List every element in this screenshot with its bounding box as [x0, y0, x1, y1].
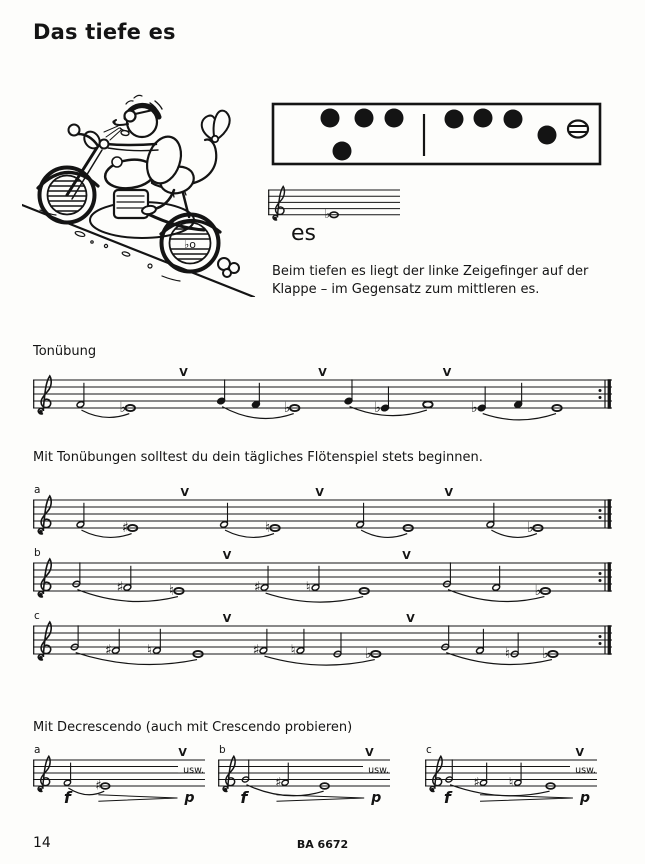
accidental-natural: ♮	[265, 519, 271, 536]
forte-mark: f	[443, 788, 451, 807]
decrescendo-hairpin	[480, 795, 573, 801]
accidental-natural: ♮	[508, 775, 514, 791]
fingering-caption: Beim tiefen es liegt der linke Zeigefinger auf der Klappe – im Gegensatz zum mittleren es.	[272, 264, 589, 298]
decrescendo-hairpin	[276, 795, 364, 801]
repeat-dot	[599, 642, 602, 645]
right-pinky-key	[538, 126, 557, 145]
slur	[361, 530, 407, 537]
staff-dynamics-c	[425, 742, 597, 824]
breath-mark: V	[402, 549, 411, 562]
accidental-sharp: ♯	[121, 519, 129, 536]
accidental-natural: ♮	[504, 645, 510, 662]
accidental-flat: ♭	[374, 399, 381, 416]
accidental-sharp: ♯	[252, 642, 260, 659]
plate-number: BA 6672	[296, 838, 349, 851]
accidental-flat: ♭	[534, 582, 542, 599]
thick-barline	[608, 379, 611, 409]
staff-letter-label: c	[426, 744, 432, 756]
staff-letter-label: b	[219, 744, 226, 756]
repeat-dot	[599, 516, 602, 519]
staff-letter-label: c	[34, 610, 40, 622]
staff-dynamics-b	[218, 742, 390, 824]
staff-letter-label: b	[34, 547, 41, 559]
exhaust-puff	[218, 258, 239, 277]
breath-mark: V	[180, 486, 189, 499]
staff-es-example	[268, 176, 400, 234]
accidental-sharp: ♯	[473, 775, 480, 791]
section-label-tonuebung: Tonübung	[33, 344, 97, 359]
repeat-dot	[599, 579, 602, 582]
accidental-sharp: ♯	[95, 778, 102, 794]
breath-mark: V	[406, 612, 415, 625]
accidental-natural: ♮	[169, 582, 175, 599]
repeat-dot	[599, 509, 602, 512]
flute-fingering-chart	[270, 98, 604, 170]
piano-mark: p	[371, 790, 382, 806]
cartoon-mouse-motorcycle-illustration	[22, 82, 272, 297]
accidental-flat: ♭	[284, 399, 291, 416]
right-hand-holes	[445, 109, 557, 145]
repeat-dot	[599, 572, 602, 575]
breath-mark: V	[178, 746, 187, 759]
section-label-decrescendo: Mit Decrescendo (auch mit Crescendo probieren)	[33, 720, 353, 735]
staff-dynamics-a	[33, 742, 205, 824]
piano-mark: p	[184, 790, 195, 806]
staff-letter-label: a	[34, 484, 41, 496]
thick-barline	[608, 625, 611, 655]
usw-label: usw.	[183, 764, 204, 776]
staff-tonuebung	[33, 362, 612, 428]
accidental-natural: ♮	[290, 642, 296, 659]
slur	[266, 593, 364, 602]
wheel-note-doodle: ♭o	[184, 238, 196, 251]
accidental-flat: ♭	[527, 519, 534, 536]
repeat-dot	[599, 396, 602, 399]
advice-text: Mit Tonübungen solltest du dein tägliches Flötenspiel stets beginnen.	[33, 450, 483, 465]
breath-mark: V	[444, 486, 453, 499]
forte-mark: f	[63, 788, 71, 807]
accidental-natural: ♮	[147, 642, 153, 659]
breath-mark: V	[365, 746, 374, 759]
accidental-sharp: ♯	[275, 775, 282, 791]
breath-mark: V	[222, 612, 232, 625]
breath-mark: V	[222, 549, 232, 562]
accidental-sharp: ♯	[116, 579, 124, 596]
thick-barline	[608, 499, 611, 529]
accidental-flat: ♭	[542, 645, 549, 662]
usw-label: usw.	[575, 764, 596, 776]
forte-mark: f	[240, 788, 248, 807]
accidental-flat: ♭	[365, 645, 372, 662]
repeat-dot	[599, 635, 602, 638]
accidental-flat: ♭	[119, 399, 127, 416]
accidental-natural: ♮	[305, 579, 311, 596]
repeat-dot	[599, 389, 602, 392]
accidental-flat: ♭	[471, 399, 478, 416]
eflat-roller-key-icon	[568, 121, 588, 138]
usw-label: usw.	[368, 764, 389, 776]
breath-mark: V	[575, 746, 585, 759]
breath-mark: V	[315, 486, 324, 499]
staff-letter-label: a	[34, 744, 41, 756]
note-name-label: es	[291, 221, 316, 246]
piano-mark: p	[579, 790, 590, 806]
accidental-sharp: ♯	[253, 579, 261, 596]
accidental-flat: ♭	[324, 206, 331, 222]
staff-exercise-a	[33, 482, 612, 548]
accidental-sharp: ♯	[105, 642, 112, 659]
page-number: 14	[33, 835, 51, 851]
thick-barline	[608, 562, 611, 592]
staff-exercise-c	[33, 608, 612, 674]
decrescendo-hairpin	[98, 795, 177, 801]
slur	[483, 414, 556, 420]
left-thumb-hole	[333, 142, 352, 161]
breath-mark: V	[179, 366, 188, 379]
breath-mark: V	[318, 366, 327, 379]
breath-mark: V	[442, 366, 452, 379]
slur	[264, 656, 374, 665]
staff-exercise-b	[33, 545, 612, 611]
page-title: Das tiefe es	[33, 20, 176, 44]
left-hand-holes	[321, 109, 404, 161]
whole-note	[423, 401, 433, 407]
